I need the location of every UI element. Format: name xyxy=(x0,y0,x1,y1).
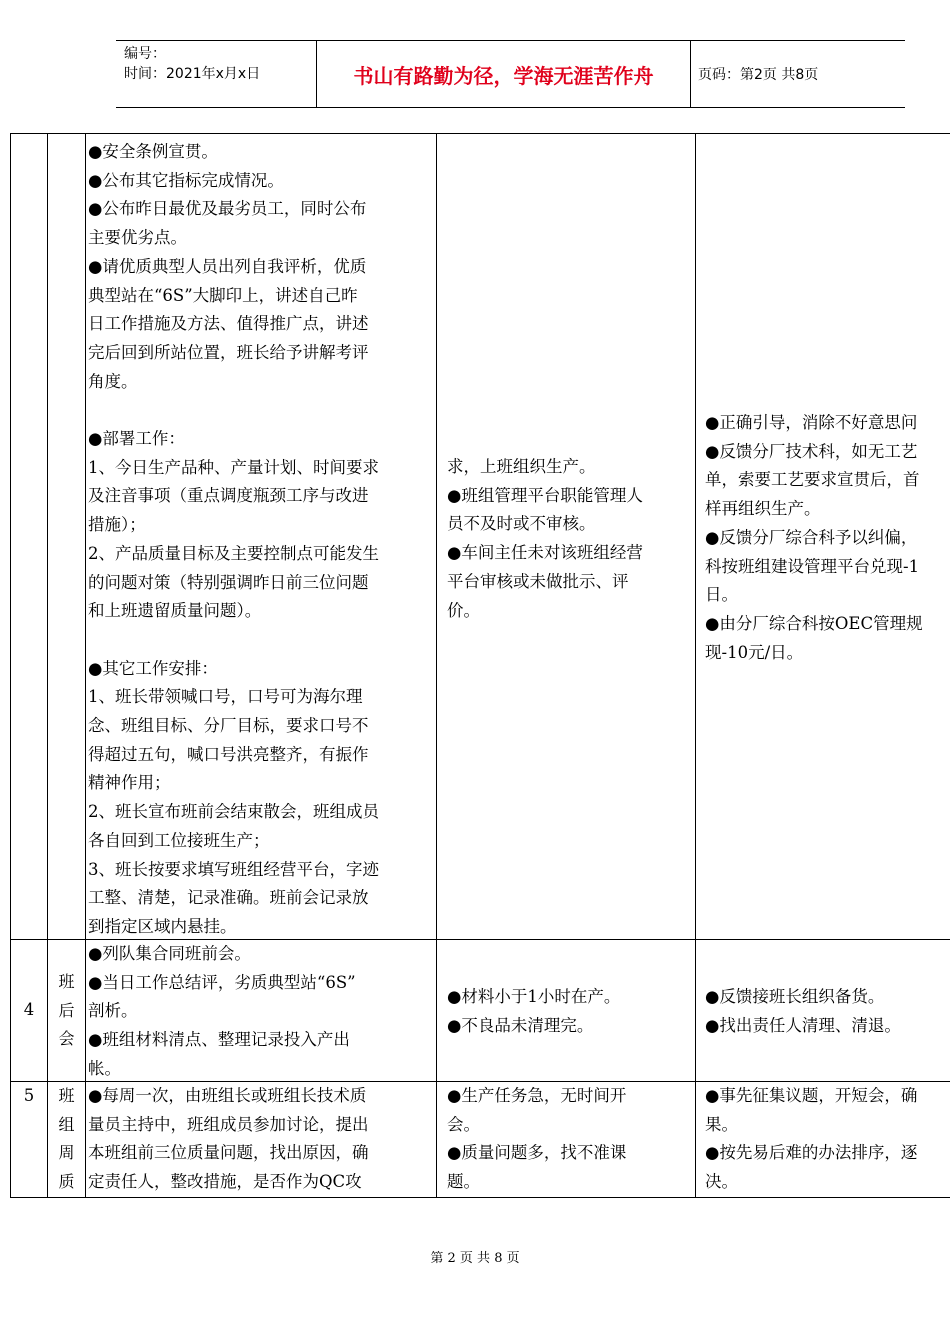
table-row xyxy=(10,1081,950,1198)
problem-line: 题。 xyxy=(447,1172,480,1192)
row-problem-cell xyxy=(436,133,696,940)
row-name-cell xyxy=(47,939,86,1082)
description-line: 本班组前三位质量问题，找出原因，确 xyxy=(88,1143,369,1163)
problem-line: 会。 xyxy=(447,1114,480,1134)
description-line: 剖析。 xyxy=(88,1001,138,1021)
description-line: 念、班组目标、分厂目标，要求口号不 xyxy=(88,716,369,736)
description-line: ●公布其它指标完成情况。 xyxy=(88,170,284,190)
row-name-cell xyxy=(47,1081,86,1198)
measure-line: 日。 xyxy=(705,585,738,605)
description-line: 及注音事项（重点调度瓶颈工序与改进 xyxy=(88,486,369,506)
description-line: 日工作措施及方法、值得推广点，讲述 xyxy=(88,314,369,334)
problem-line: ●生产任务急，无时间开 xyxy=(447,1086,627,1105)
measure-line: ●正确引导，消除不好意思问 xyxy=(705,413,918,432)
description-line: 1、班长带领喊口号，口号可为海尔理 xyxy=(88,687,363,707)
row-name-char: 周 xyxy=(58,1143,75,1163)
measure-line: 科按班组建设管理平台兑现-1 xyxy=(705,556,920,576)
description-line: 和上班遗留质量问题）。 xyxy=(88,601,262,621)
row-number-cell xyxy=(10,1081,48,1198)
measure-line: ●由分厂综合科按OEC管理规 xyxy=(705,613,923,633)
measure-line: 果。 xyxy=(705,1114,738,1134)
row-description-cell xyxy=(85,1081,437,1198)
row-name-cell xyxy=(47,133,86,940)
row-name-char: 组 xyxy=(58,1114,75,1134)
row-name-char: 质 xyxy=(58,1172,75,1192)
row-problem-cell xyxy=(436,1081,696,1198)
description-line: 1、今日生产品种、产量计划、时间要求 xyxy=(88,457,379,477)
description-line: 定责任人，整改措施，是否作为QC攻 xyxy=(88,1172,362,1192)
measure-line: 单，索要工艺要求宣贯后，首 xyxy=(705,470,920,490)
problem-line: ●车间主任未对该班组经营 xyxy=(447,543,643,563)
measure-line: ●事先征集议题，开短会，确 xyxy=(705,1086,918,1105)
problem-line: 员不及时或不审核。 xyxy=(447,514,596,534)
table-row xyxy=(10,939,950,1082)
description-line: ●安全条例宣贯。 xyxy=(88,142,218,161)
row-number: 5 xyxy=(23,1086,35,1105)
description-line: 3、班长按要求填写班组经营平台，字迹 xyxy=(88,859,379,879)
description-line: 量员主持中，班组成员参加讨论，提出 xyxy=(88,1114,369,1134)
description-line: 工整、清楚，记录准确。班前会记录放 xyxy=(88,888,369,908)
description-line: 主要优劣点。 xyxy=(88,228,187,248)
header-meta xyxy=(116,41,316,107)
header-motto: 书山有路勤为径，学海无涯苦作舟 xyxy=(316,41,691,107)
row-problem-cell xyxy=(436,939,696,1082)
measure-line: 样再组织生产。 xyxy=(705,499,821,519)
description-line: 的问题对策（特别强调昨日前三位问题 xyxy=(88,572,369,592)
problem-line: ●班组管理平台职能管理人 xyxy=(447,485,643,505)
row-name-char: 会 xyxy=(58,1029,75,1049)
problem-line: 求，上班组织生产。 xyxy=(447,457,596,476)
description-line: 帐。 xyxy=(88,1058,121,1078)
description-line: 精神作用； xyxy=(88,773,171,793)
measure-line: ●反馈接班长组织备货。 xyxy=(705,987,885,1006)
document-number-label: 编号： xyxy=(124,46,166,62)
description-line: 完后回到所站位置，班长给予讲解考评 xyxy=(88,342,369,362)
document-time-label: 时间：2021年x月x日 xyxy=(124,66,261,82)
description-line: ●当日工作总结评，劣质典型站“6S” xyxy=(88,972,356,992)
description-line: 典型站在“6S”大脚印上，讲述自己昨 xyxy=(88,285,358,305)
row-name-char: 后 xyxy=(58,1000,75,1020)
description-line: 2、班长宣布班前会结束散会，班组成员 xyxy=(88,802,379,822)
problem-line: ●质量问题多，找不准课 xyxy=(447,1143,627,1163)
problem-line: ●材料小于1小时在产。 xyxy=(447,987,621,1006)
row-number-cell xyxy=(10,939,48,1082)
row-number: 4 xyxy=(23,1000,35,1019)
description-line: 得超过五句，喊口号洪亮整齐，有振作 xyxy=(88,744,369,764)
header-page-number: 页码：第2页 共8页 xyxy=(698,67,819,83)
row-number-cell xyxy=(10,133,48,940)
page-header xyxy=(116,40,905,108)
description-line: 角度。 xyxy=(88,371,138,391)
blank-line xyxy=(88,626,434,655)
row-name-char: 班 xyxy=(58,972,75,991)
table-row xyxy=(10,133,950,940)
measure-line: ●按先易后难的办法排序，逐 xyxy=(705,1143,918,1163)
description-line: ●其它工作安排： xyxy=(88,658,218,678)
description-line: 2、产品质量目标及主要控制点可能发生 xyxy=(88,543,379,563)
description-line: 到指定区域内悬挂。 xyxy=(88,916,237,936)
description-line: 各自回到工位接班生产； xyxy=(88,830,270,850)
measure-line: ●反馈分厂技术科，如无工艺 xyxy=(705,441,918,461)
measure-line: 现-10元/日。 xyxy=(705,642,804,662)
row-measure-cell xyxy=(695,939,950,1082)
problem-line: 平台审核或未做批示、评 xyxy=(447,571,629,591)
measure-line: ●找出责任人清理、清退。 xyxy=(705,1015,901,1035)
row-description-cell xyxy=(85,133,437,940)
measure-line: 决。 xyxy=(705,1172,738,1192)
problem-line: ●不良品未清理完。 xyxy=(447,1015,594,1035)
measure-line: ●反馈分厂综合科予以纠偏， xyxy=(705,527,918,547)
description-line: ●请优质典型人员出列自我评析，优质 xyxy=(88,256,367,276)
problem-line: 价。 xyxy=(447,600,480,620)
description-line: ●班组材料清点、整理记录投入产出 xyxy=(88,1030,350,1050)
description-line: 措施）； xyxy=(88,515,146,535)
page-footer: 第 2 页 共 8 页 xyxy=(430,1251,520,1266)
description-line: ●部署工作： xyxy=(88,429,185,449)
row-measure-cell xyxy=(695,1081,950,1198)
row-description-cell xyxy=(85,939,437,1082)
row-measure-cell xyxy=(695,133,950,940)
description-line: ●列队集合同班前会。 xyxy=(88,944,251,963)
blank-line xyxy=(88,396,434,425)
row-name-char: 班 xyxy=(58,1086,75,1105)
description-line: ●每周一次，由班组长或班组长技术质 xyxy=(88,1086,367,1105)
description-line: ●公布昨日最优及最劣员工，同时公布 xyxy=(88,199,367,219)
